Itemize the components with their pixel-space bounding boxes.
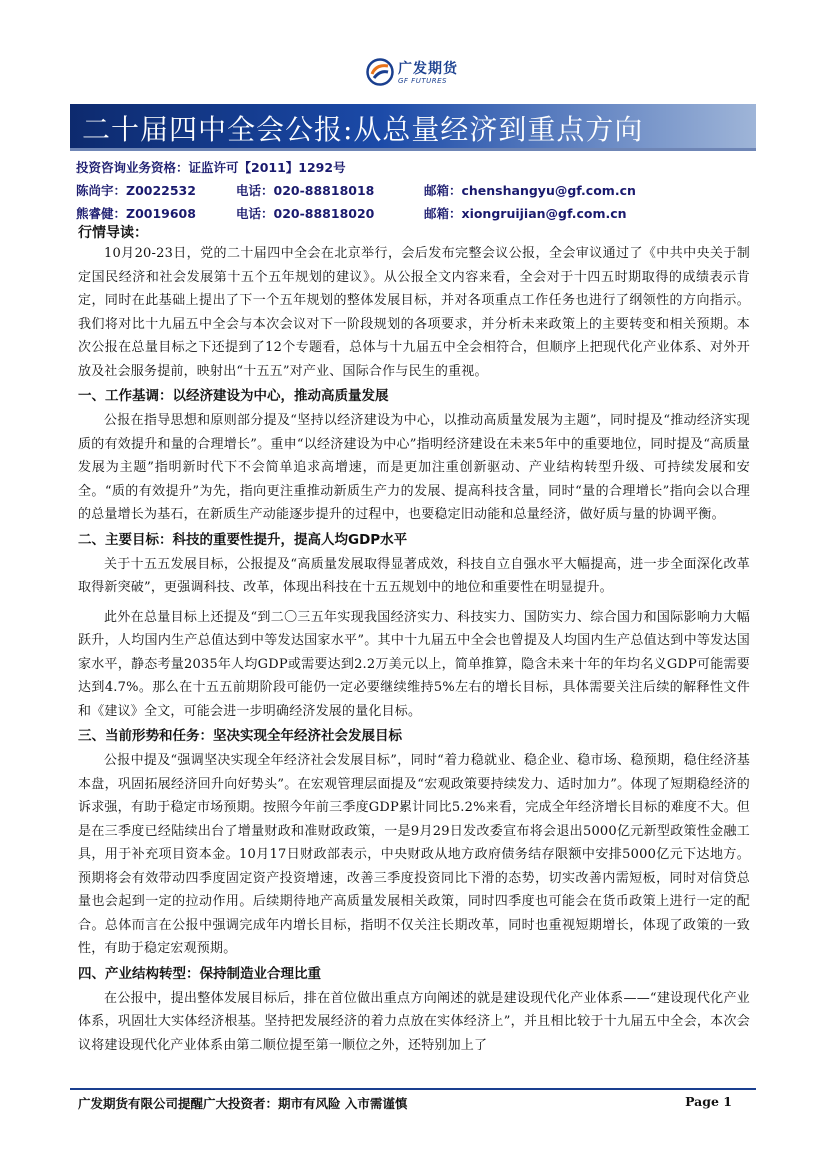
title-banner [70,104,756,151]
body-paragraph: 此外在总量目标上还提及“到二〇三五年实现我国经济实力、科技实力、国防实力、综合国力和国际影响力大幅跃升，人均国内生产总值达到中等发达国家水平”。其中十九届五中全会也曾提及人均国内生产总值达到中等发达国家水平，静态考量2035年人均GDP或需要达到2.2万美元以上，简单推算，隐含未来十年的年均名义GDP可能需要达到4.7%。那么在十五五前期阶段可能仍一定必要继续维持5%左右的增长目标，具体需要关注后续的解释性文件和《建议》全文，可能会进一步明确经济发展的量化目标。 [78,609,750,719]
body-paragraph: 在公报中，提出整体发展目标后，排在首位做出重点方向阐述的就是建设现代化产业体系——“建设现代化产业体系，巩固壮大实体经济根基。坚持把发展经济的着力点放在实体经济上”，并且相比较于十九届五中全会，本次会议将建设现代化产业体系由第二顺位提至第一顺位之外，还特别加上了 [78,990,750,1053]
section-heading: 一、工作基调：以经济建设为中心，推动高质量发展 [78,388,389,404]
report-title: 二十届四中全会公报:从总量经济到重点方向 [82,113,644,146]
body-paragraph: 公报中提及“强调坚决实现全年经济社会发展目标”，同时“着力稳就业、稳企业、稳市场、稳预期，稳住经济基本盘，巩固拓展经济回升向好势头”。在宏观管理层面提及“宏观政策要持续发力、适时加力”。体现了短期稳经济的诉求强，有助于稳定市场预期。按照今年前三季度GDP累计同比5.2%来看，完成全年经济增长目标的难度不大。但是在三季度已经陆续出台了增量财政和准财政政策，一是9月29日发改委宣布将会退出5000亿元新型政策性金融工具，用于补充项目资本金。10月17日财政部表示，中央财政从地方政府债务结存限额中安排5000亿元下达地方。预期将会有效带动四季度固定资产投资增速，改善三季度投资同比下滑的态势，切实改善内需短板，同时对信贷总量也会起到一定的拉动作用。后续期待地产高质量发展相关政策，同时四季度也可能会在货币政策上进行一定的配合。总体而言在公报中强调完成年内增长目标，指明不仅关注长期改革，同时也重视短期增长，体现了政策的一致性，有助于稳定宏观预期。 [78,753,750,956]
guide-label: 行情导读： [78,225,148,241]
section-heading: 四、产业结构转型：保持制造业合理比重 [78,965,321,982]
gf-futures-logo [366,58,466,90]
section-heading: 三、当前形势和任务：坚决实现全年经济社会发展目标 [78,728,402,744]
qualification-text: 投资咨询业务资格：证监许可【2011】1292号 [76,160,346,175]
gf-logo-icon [366,58,394,86]
analyst-email: 邮箱：xiongruijian@gf.com.cn [424,206,627,221]
intro-paragraph: 10月20-23日，党的二十届四中全会在北京举行，会后发布完整会议公报，全会审议通过了《中共中央关于制定国民经济和社会发展第十五个五年规划的建议》。从公报全文内容来看，全会对于十四五时期取得的成绩表示肯定，同时在此基础上提出了下一个五年规划的整体发展目标，并对各项重点工作任务也进行了纲领性的方向指示。我们将对比十九届五中全会与本次会议对下一阶段规划的各项要求，并分析未来政策上的主要转变和相关预期。本次公报在总量目标之下还提到了12个专题看，总体与十九届五中全会相符合，但顺序上把现代化产业体系、对外开放及社会服务提前，映射出“十五五”对产业、国际合作与民生的重视。 [78,246,750,379]
section-heading: 二、主要目标：科技的重要性提升，提高人均GDP水平 [78,531,408,548]
body-paragraph: 公报在指导思想和原则部分提及“坚持以经济建设为中心，以推动高质量发展为主题”，同时提及“推动经济实现质的有效提升和量的合理增长”。重申“以经济建设为中心”指明经济建设在未来5年中的重要地位，同时提及“高质量发展为主题”指明新时代下不会简单追求高增速，而是更加注重创新驱动、产业结构转型升级、可持续发展和安全。“质的有效提升”为先，指向更注重推动新质生产力的发展、提高科技含量，同时“量的合理增长”指向会以合理的总量增长为基石，在新质生产动能逐步提升的过程中，也要稳定旧动能和总量经济，做好质与量的协调平衡。 [78,413,750,522]
body-paragraph: 关于十五五发展目标，公报提及“高质量发展取得显著成效，科技自立自强水平大幅提高，进一步全面深化改革取得新突破”，更强调科技、改革，体现出科技在十五五规划中的地位和重要性在明显提升。 [78,556,750,595]
analyst-email: 邮箱：chenshangyu@gf.com.cn [424,183,636,198]
logo-text-cn: 广发期货 [398,61,458,77]
page-number: Page 1 [685,1094,732,1109]
analyst-phone: 电话：020-88818020 [236,206,375,221]
report-body [78,242,750,1057]
logo-text-en: GF FUTURES [398,77,447,85]
analyst-name-id: 熊睿健：Z0019608 [76,206,196,221]
analyst-name-id: 陈尚宇：Z0022532 [76,183,196,198]
risk-disclaimer: 广发期货有限公司提醒广大投资者：期市有风险 入市需谨慎 [78,1096,408,1111]
analyst-phone: 电话：020-88818018 [236,183,375,198]
footer-divider [70,1088,756,1090]
